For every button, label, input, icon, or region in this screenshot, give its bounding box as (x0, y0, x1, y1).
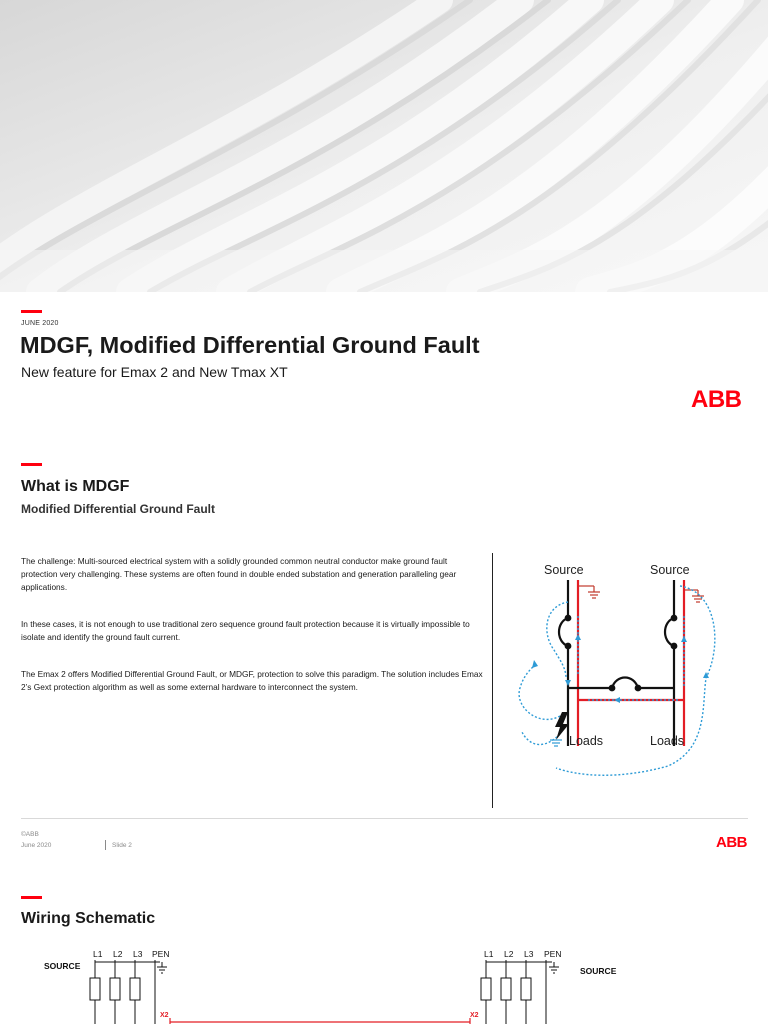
phase-label: L3 (133, 949, 143, 959)
source-right-label: Source (650, 563, 690, 577)
accent-bar (21, 310, 42, 313)
phase-label: PEN (152, 949, 170, 959)
source-label: SOURCE (580, 966, 617, 976)
footer-divider (21, 818, 748, 819)
slide-title: What is MDGF (21, 478, 130, 495)
phase-label: L2 (504, 949, 514, 959)
wiring-schematic (0, 940, 768, 1024)
footer-slide-number: Slide 2 (112, 842, 132, 849)
accent-bar (21, 463, 42, 466)
terminal-label: X2 (160, 1012, 169, 1019)
source-label: SOURCE (44, 961, 81, 971)
phase-label: L1 (484, 949, 494, 959)
architectural-curves-image (0, 0, 768, 292)
cover-title: MDGF, Modified Differential Ground Fault (20, 332, 480, 358)
loads-left-label: Loads (569, 734, 604, 748)
vertical-divider (492, 553, 493, 808)
slide-title: Wiring Schematic (21, 910, 156, 927)
ground-icon (550, 740, 562, 746)
cover-date: JUNE 2020 (21, 320, 59, 327)
abb-logo: ABB (716, 834, 747, 851)
ground-icon (157, 962, 167, 973)
source-left-label: Source (544, 563, 584, 577)
phase-label: L1 (93, 949, 103, 959)
paragraph-solution: The Emax 2 offers Modified Differential Ground Fault, or MDGF, protection to solve this paradigm. The solution includes Emax 2’s Gext protection algorithm as well as some external hardware to interconnect the system. (21, 669, 483, 693)
loads-right-label: Loads (650, 734, 685, 748)
footer-copyright: ©ABB (21, 831, 39, 838)
accent-bar (21, 896, 42, 899)
ground-icon (684, 590, 704, 602)
cover-subtitle: New feature for Emax 2 and New Tmax XT (21, 364, 288, 380)
footer-separator (105, 840, 106, 850)
phase-label: PEN (544, 949, 562, 959)
footer-date: June 2020 (21, 842, 52, 849)
mdgf-fault-diagram (508, 556, 728, 786)
abb-logo: ABB (691, 386, 742, 413)
paragraph-challenge: The challenge: Multi-sourced electrical system with a solidly grounded common neutral conductor make ground fault protection very challenging. These systems are often found in double ended substation and generation paralleling gear applications. (21, 556, 457, 593)
slide-subtitle: Modified Differential Ground Fault (21, 502, 215, 516)
phase-label: L2 (113, 949, 123, 959)
ground-icon (549, 962, 559, 973)
paragraph-cases: In these cases, it is not enough to use traditional zero sequence ground fault protection because it is virtually impossible to isolate and identify the ground fault current. (21, 619, 470, 643)
ground-icon (578, 586, 600, 598)
terminal-label: X2 (470, 1012, 479, 1019)
phase-label: L3 (524, 949, 534, 959)
cover-image (0, 0, 768, 292)
